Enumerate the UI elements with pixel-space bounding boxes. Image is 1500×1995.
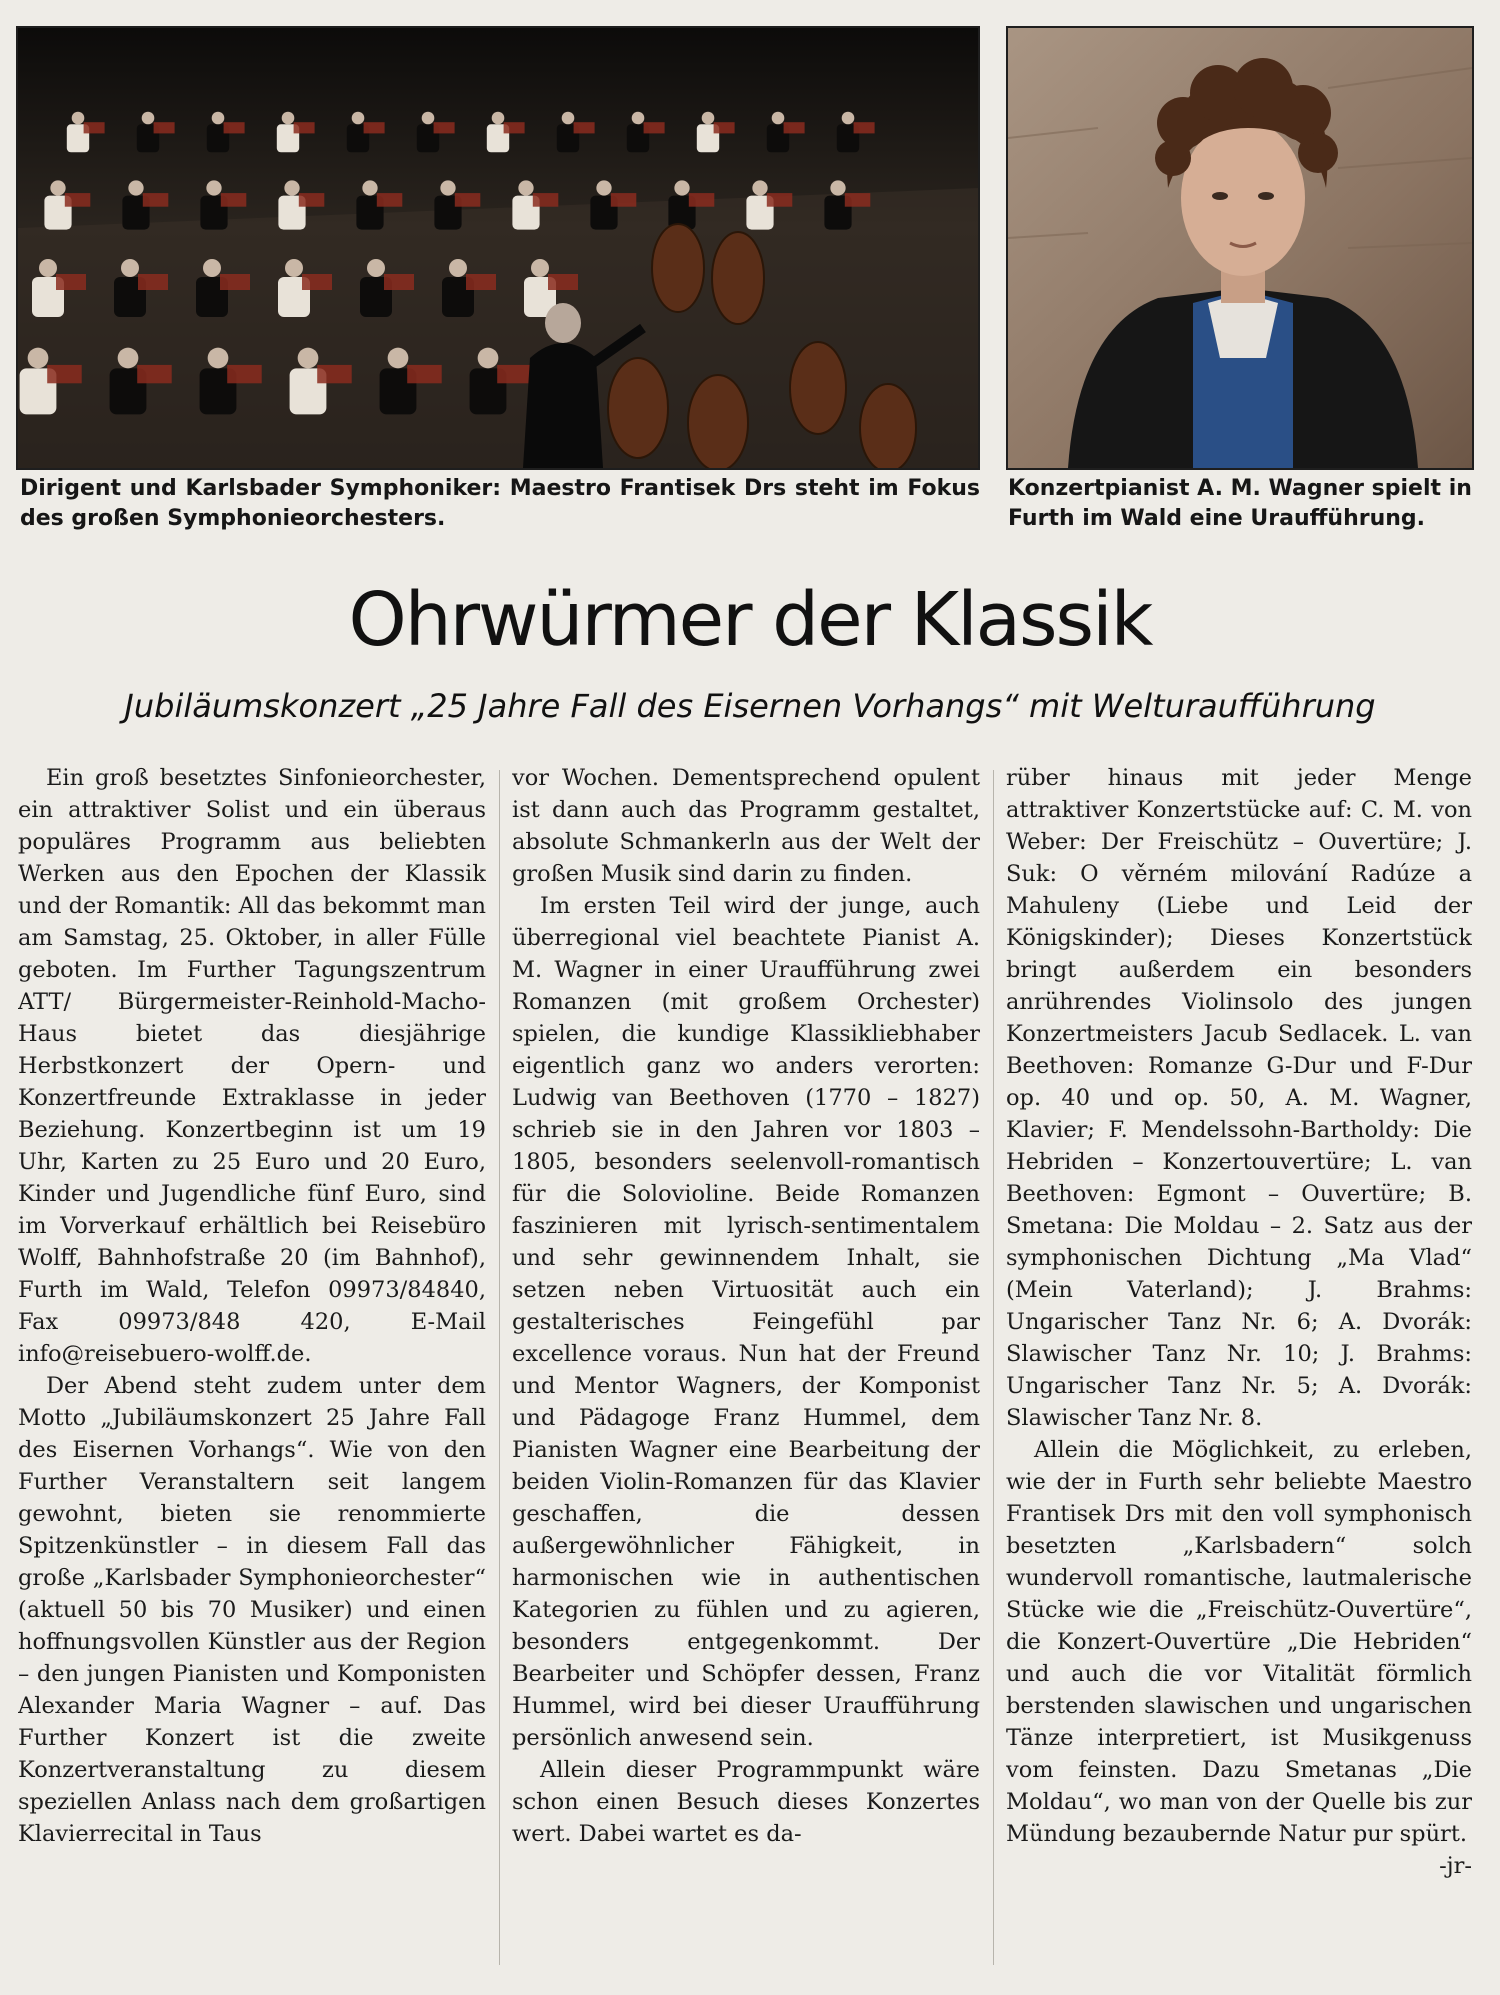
- music-stand: [317, 365, 352, 383]
- music-stand: [65, 193, 91, 207]
- author-signature: -jr-: [1439, 1853, 1472, 1879]
- music-stand: [767, 193, 793, 207]
- musician-head: [449, 259, 467, 277]
- musician-head: [830, 180, 845, 195]
- musician-head: [492, 112, 505, 125]
- musician-head: [562, 112, 575, 125]
- musician-head: [440, 180, 455, 195]
- musician-head: [842, 112, 855, 125]
- musician-head: [298, 348, 319, 369]
- article-paragraph: [1006, 1434, 1472, 1879]
- music-stand: [845, 193, 871, 207]
- musician-head: [478, 348, 499, 369]
- subheadline: Jubiläumskonzert „25 Jahre Fall des Eisernen Vorhangs“ mit Welturaufführung: [124, 687, 1376, 725]
- music-stand: [504, 122, 525, 133]
- musician-head: [28, 348, 49, 369]
- musician-head: [531, 259, 549, 277]
- musician-head: [518, 180, 533, 195]
- musician-head: [772, 112, 785, 125]
- article-paragraph-text: Allein die Möglichkeit, zu erleben, wie der in Furth sehr beliebte Maestro Frantisek Drs mit den voll symphonisch besetzten „Karlsbadern“ solch wundervoll romantische, lautmalerische Stücke wie die „Freischütz-Ouvertüre“, die Konzert-Ouvertüre „Die Hebriden“ und auch die vor Vitalität förmlich berstenden slawischen und ungarischen Tänze interpretiert, ist Musikgenuss vom feinsten. Dazu Smetanas „Die Moldau“, wo man von der Quelle bis zur Mündung bezaubernde Natur pur spürt.: [1006, 1437, 1472, 1847]
- musician-head: [367, 259, 385, 277]
- musician-head: [208, 348, 229, 369]
- article-column-2: [512, 762, 980, 1977]
- musician-head: [128, 180, 143, 195]
- musician-head: [632, 112, 645, 125]
- music-stand: [299, 193, 325, 207]
- musician-head: [596, 180, 611, 195]
- music-stand: [574, 122, 595, 133]
- music-stand: [384, 274, 414, 290]
- musician-head: [206, 180, 221, 195]
- musician-head: [203, 259, 221, 277]
- pianist-illustration: [1008, 28, 1472, 468]
- music-stand: [84, 122, 105, 133]
- pianist-photo-caption: Konzertpianist A. M. Wagner spielt in Furth im Wald eine Uraufführung.: [1008, 476, 1472, 531]
- article-column-1: [18, 762, 486, 1977]
- article-paragraph: Im ersten Teil wird der junge, auch überregional viel beachtete Pianist A. M. Wagner in einer Uraufführung zwei Romanzen (mit großem Orchester) spielen, die kundige Klassikliebhaber eigentlich ganz wo anders verorten: Ludwig van Beethoven (1770 – 1827) schrieb sie in den Jahren vor 1803 – 1805, besonders seelenvoll-romantisch für die Solovioline. Beide Romanzen faszinieren mit lyrisch-sentimentalem und sehr gewinnendem Inhalt, sie setzen neben Virtuosität auch ein gestalterisches Feingefühl par excellence voraus. Nun hat der Freund und Mentor Wagners, der Komponist und Pädagoge Franz Hummel, dem Pianisten Wagner eine Bearbeitung der beiden Violin-Romanzen für das Klavier geschaffen, die dessen außergewöhnlicher Fähigkeit, in harmonischen wie in authentischen Kategorien zu fühlen und zu agieren, besonders entgegenkommt. Der Bearbeiter und Schöpfer dessen, Franz Hummel, wird bei dieser Uraufführung persönlich anwesend sein.: [512, 893, 980, 1751]
- article-paragraph: Der Abend steht zudem unter dem Motto „Jubiläumskonzert 25 Jahre Fall des Eisernen Vorhangs“. Wie von den Further Veranstaltern seit langem gewohnt, bieten sie renommierte Spitzenkünstler – in diesem Fall das große „Karlsbader Symphonieorchester“ (aktuell 50 bis 70 Musiker) und einen hoffnungsvollen Künstler aus der Region – den jungen Pianisten und Komponisten Alexander Maria Wagner – auf. Das Further Konzert ist die zweite Konzertveranstaltung zu diesem speziellen Anlass nach dem großartigen Klavierrecital in Taus: [18, 1373, 486, 1847]
- article-paragraph: vor Wochen. Dementsprechend opulent ist dann auch das Programm gestaltet, absolute Schmankerln aus der Welt der großen Musik sind darin zu finden.: [512, 765, 980, 887]
- musician-head: [752, 180, 767, 195]
- music-stand: [56, 274, 86, 290]
- music-stand: [224, 122, 245, 133]
- musician-head: [212, 112, 225, 125]
- music-stand: [364, 122, 385, 133]
- music-stand: [497, 365, 532, 383]
- music-stand: [407, 365, 442, 383]
- article-paragraph: Ein groß besetztes Sinfonieorchester, ein attraktiver Solist und ein überaus populäres Programm aus beliebten Werken aus den Epochen der Klassik und der Romantik: All das bekommt man am Samstag, 25. Oktober, in aller Fülle geboten. Im Further Tagungszentrum ATT/ Bürgermeister-Reinhold-Macho-Haus bietet das diesjährige Herbstkonzert der Opern- und Konzertfreunde Extraklasse in jeder Beziehung. Konzertbeginn ist um 19 Uhr, Karten zu 25 Euro und 20 Euro, Kinder und Jugendliche fünf Euro, sind im Vorverkauf erhältlich bei Reisebüro Wolff, Bahnhofstraße 20 (im Bahnhof), Furth im Wald, Telefon 09973/84840, Fax 09973/848 420, E-Mail info@reisebuero-wolff.de.: [18, 765, 486, 1367]
- music-stand: [47, 365, 81, 383]
- music-stand: [533, 193, 559, 207]
- music-stand: [455, 193, 481, 207]
- musician-head: [362, 180, 377, 195]
- musician-head: [285, 259, 303, 277]
- musician-head: [121, 259, 139, 277]
- musician-head: [50, 180, 65, 195]
- musician-head: [282, 112, 295, 125]
- musician-head: [142, 112, 155, 125]
- music-stand: [221, 193, 247, 207]
- article-paragraph: rüber hinaus mit jeder Menge attraktiver Konzertstücke auf: C. M. von Weber: Der Freischütz – Ouvertüre; J. Suk: O věrném milování Radúze a Mahuleny (Liebe und Leid der Königskinder); Dieses Konzertstück bringt außerdem ein besonders anrührendes Violinsolo des jungen Konzertmeisters Jacub Sedlacek. L. van Beethoven: Romanze G-Dur und F-Dur op. 40 und op. 50, A. M. Wagner, Klavier; F. Mendelssohn-Bartholdy: Die Hebriden – Konzertouvertüre; L. van Beethoven: Egmont – Ouvertüre; B. Smetana: Die Moldau – 2. Satz aus der symphonischen Dichtung „Ma Vlad“ (Mein Vaterland); J. Brahms: Ungarischer Tanz Nr. 6; A. Dvorák: Slawischer Tanz Nr. 10; J. Brahms: Ungarischer Tanz Nr. 5; A. Dvorák: Slawischer Tanz Nr. 8.: [1006, 765, 1472, 1431]
- musician-head: [352, 112, 365, 125]
- musician-head: [284, 180, 299, 195]
- music-stand: [294, 122, 315, 133]
- musician-head: [72, 112, 85, 125]
- orchestra-photo-caption: Dirigent und Karlsbader Symphoniker: Maestro Frantisek Drs steht im Fokus des großen Symphonieorchesters.: [20, 476, 980, 531]
- pianist-photo: [1006, 26, 1474, 470]
- music-stand: [434, 122, 455, 133]
- music-stand: [466, 274, 496, 290]
- music-stand: [784, 122, 805, 133]
- headline: Ohrwürmer der Klassik: [348, 577, 1152, 663]
- column-divider: [499, 770, 500, 1965]
- article-paragraph: Allein dieser Programmpunkt wäre schon einen Besuch dieses Konzertes wert. Dabei wartet es da-: [512, 1757, 980, 1847]
- music-stand: [227, 365, 262, 383]
- musician-head: [674, 180, 689, 195]
- music-stand: [138, 274, 168, 290]
- musician-head: [702, 112, 715, 125]
- music-stand: [302, 274, 332, 290]
- music-stand: [154, 122, 175, 133]
- orchestra-illustration: [18, 28, 978, 468]
- music-stand: [689, 193, 715, 207]
- orchestra-photo: [16, 26, 980, 470]
- music-stand: [854, 122, 875, 133]
- music-stand: [143, 193, 169, 207]
- music-stand: [714, 122, 735, 133]
- music-stand: [644, 122, 665, 133]
- music-stand: [548, 274, 578, 290]
- music-stand: [137, 365, 172, 383]
- musician-head: [422, 112, 435, 125]
- music-stand: [377, 193, 403, 207]
- music-stand: [611, 193, 637, 207]
- musician-head: [118, 348, 139, 369]
- article-column-3: [1006, 762, 1472, 1977]
- musician-head: [388, 348, 409, 369]
- music-stand: [220, 274, 250, 290]
- musician-head: [39, 259, 57, 277]
- column-divider: [993, 770, 994, 1965]
